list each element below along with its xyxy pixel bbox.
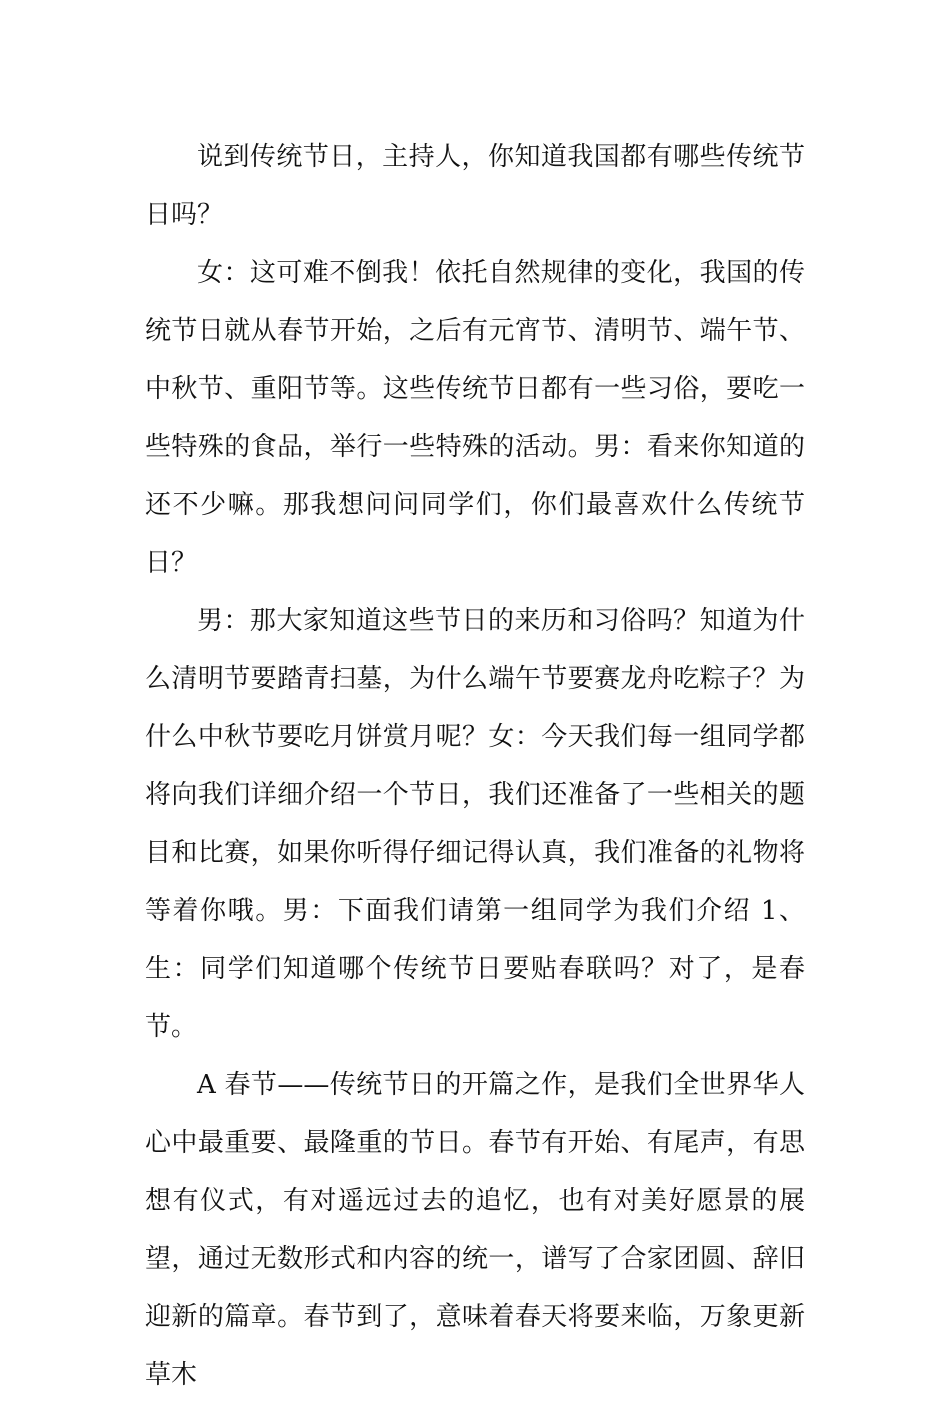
paragraph: 女：这可难不倒我！依托自然规律的变化，我国的传统节日就从春节开始，之后有元宵节、清明节、端午节、中秋节、重阳节等。这些传统节日都有一些习俗，要吃一些特殊的食品，举行一些特殊的活动。男：看来你知道的还不少嘛。那我想问问同学们，你们最喜欢什么传统节日？ [145, 258, 805, 578]
paragraph: A 春节——传统节日的开篇之作，是我们全世界华人心中最重要、最隆重的节日。春节有开始、有尾声，有思想有仪式，有对遥远过去的追忆，也有对美好愿景的展望，通过无数形式和内容的统一，谱写了合家团圆、辞旧迎新的篇章。春节到了，意味着春天将要来临，万象更新草木 [145, 1070, 805, 1390]
paragraph: 男：那大家知道这些节日的来历和习俗吗？知道为什么清明节要踏青扫墓，为什么端午节要赛龙舟吃粽子？为什么中秋节要吃月饼赏月呢？女：今天我们每一组同学都将向我们详细介绍一个节日，我们还准备了一些相关的题目和比赛，如果你听得仔细记得认真，我们准备的礼物将等着你哦。男：下面我们请第一组同学为我们介绍 1、生：同学们知道哪个传统节日要贴春联吗？对了，是春节。 [145, 606, 805, 1042]
paragraph: 说到传统节日，主持人，你知道我国都有哪些传统节日吗？ [145, 142, 805, 230]
document-body [145, 128, 805, 1404]
